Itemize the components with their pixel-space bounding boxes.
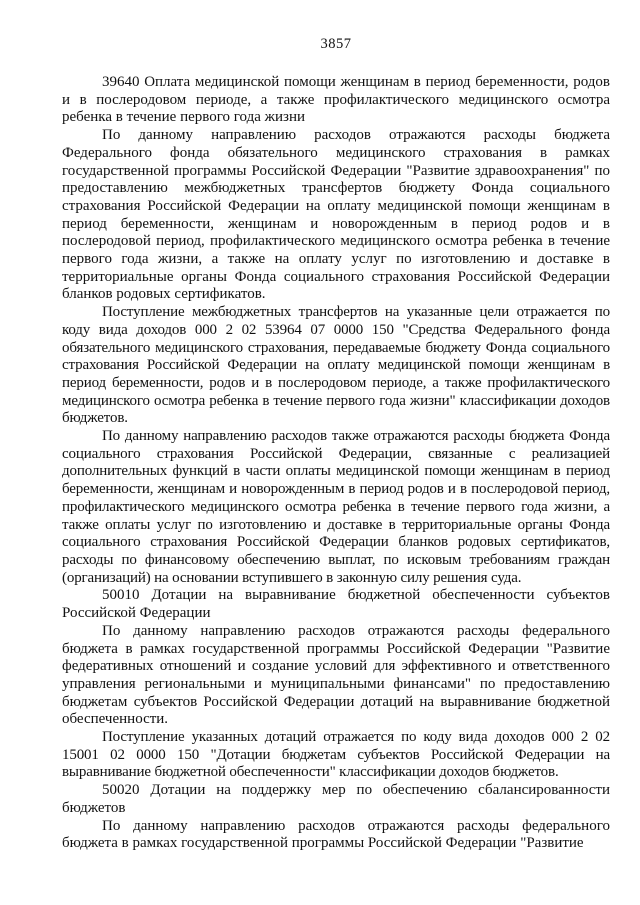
paragraph-39640-additional-functions: По данному направлению расходов также отражаются расходы бюджета Фонда социального страхования Российской Федерации, связанные с реализацией дополнительных функций в части оплаты медицинской помощи женщинам в период беременности, женщинам и новорожденным в период родов и в послеродовой период, профилактического медицинского осмотра ребенка в течение первого года жизни, а также оплаты услуг по изготовлению и доставке в территориальные органы Фонда социального страхования Российской Федерации бланков родовых сертификатов, расходы по финансовому обеспечению выплат, по исковым требованиям граждан (организаций) на основании вступившего в законную силу решения суда.: [62, 428, 610, 586]
paragraph-39640-income-code: Поступление межбюджетных трансфертов на указанные цели отражается по коду вида доходов 000 2 02 53964 07 0000 150 "Средства Федерального фонда обязательного медицинского страхования, передаваемые бюджету Фонда социального страхования Российской Федерации на оплату медицинской помощи женщинам в период беременности, родов и в послеродовом периоде, а также профилактического медицинского осмотра ребенка в течение первого года жизни" классификации доходов бюджетов.: [62, 304, 610, 427]
paragraph-50020-heading: 50020 Дотации на поддержку мер по обеспечению сбалансированности бюджетов: [62, 782, 610, 816]
paragraph-50020-description: По данному направлению расходов отражаются расходы федерального бюджета в рамках государственной программы Российской Федерации "Развитие: [62, 817, 610, 852]
paragraph-50010-description: По данному направлению расходов отражаются расходы федерального бюджета в рамках государственной программы Российской Федерации "Развитие федеративных отношений и создание условий для эффективного и ответственного управления региональными и муниципальными финансами" по предоставлению бюджетам субъектов Российской Федерации дотаций на выравнивание бюджетной обеспеченности.: [62, 622, 610, 728]
page-number: 3857: [320, 36, 352, 52]
paragraph-50010-income-code: Поступление указанных дотаций отражается по коду вида доходов 000 2 02 15001 02 0000 150 "Дотации бюджетам субъектов Российской Федерации на выравнивание бюджетной обеспеченности" классификации доходов бюджетов.: [62, 729, 610, 781]
paragraph-39640-description: По данному направлению расходов отражаются расходы бюджета Федерального фонда обязательного медицинского страхования в рамках государственной программы Российской Федерации "Развитие здравоохранения" по предоставлению межбюджетных трансфертов бюджету Фонда социального страхования Российской Федерации на оплату медицинской помощи женщинам в период беременности, женщинам и новорожденным в период родов и в послеродовой период, профилактического медицинского осмотра ребенка в течение первого года жизни, а также на оплату услуг по изготовлению и доставке в территориальные органы Фонда социального страхования Российской Федерации бланков родовых сертификатов.: [62, 127, 610, 303]
paragraph-39640-heading: 39640 Оплата медицинской помощи женщинам в период беременности, родов и в послеродовом периоде, а также профилактического медицинского осмотра ребенка в течение первого года жизни: [62, 74, 610, 126]
paragraph-50010-heading: 50010 Дотации на выравнивание бюджетной обеспеченности субъектов Российской Федерации: [62, 587, 610, 622]
